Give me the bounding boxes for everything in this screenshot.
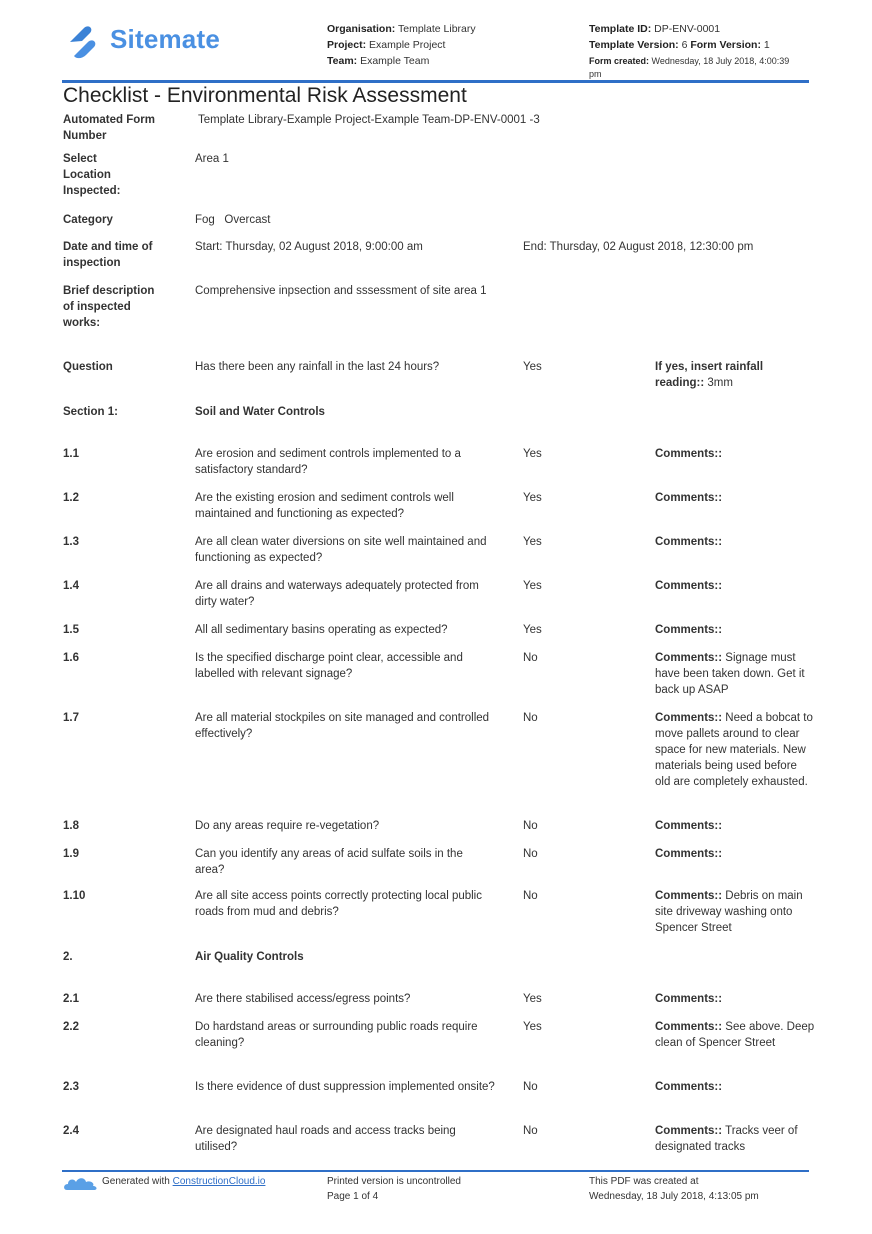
item-question: Are the existing erosion and sediment controls well maintained and functioning as expected? bbox=[195, 492, 454, 520]
comments-label: Comments:: bbox=[655, 890, 723, 902]
item-comments bbox=[655, 991, 815, 1007]
item-number: 1.6 bbox=[63, 652, 79, 664]
item-question: Do any areas require re-vegetation? bbox=[195, 820, 380, 832]
item-number: 1.5 bbox=[63, 624, 79, 636]
comments-label: Comments:: bbox=[655, 1021, 723, 1033]
constructioncloud-link[interactable]: ConstructionCloud.io bbox=[172, 1176, 266, 1187]
item-question: Are erosion and sediment controls implemented to a satisfactory standard? bbox=[195, 448, 461, 476]
item-comments bbox=[655, 446, 815, 462]
item-number: 2.2 bbox=[63, 1021, 79, 1033]
item-comments bbox=[655, 1019, 815, 1051]
comments-label: Comments:: bbox=[655, 492, 723, 504]
comments-label: Comments:: bbox=[655, 848, 723, 860]
item-question: Are all drains and waterways adequately protected from dirty water? bbox=[195, 580, 479, 608]
item-answer: Yes bbox=[523, 448, 542, 460]
comments-label: Comments:: bbox=[655, 993, 723, 1005]
item-answer: No bbox=[523, 890, 538, 902]
comment-text: Need a bobcat to move pallets around to clear space for new materials. New materials being used before old are completely exhausted. bbox=[655, 712, 813, 788]
item-answer: No bbox=[523, 820, 538, 832]
item-number: 1.9 bbox=[63, 848, 79, 860]
cloud-icon bbox=[63, 1174, 99, 1192]
item-comments bbox=[655, 888, 815, 936]
comments-label: Comments:: bbox=[655, 1081, 723, 1093]
comments-label: Comments:: bbox=[655, 448, 723, 460]
item-number: 2.3 bbox=[63, 1081, 79, 1093]
item-number: 1.7 bbox=[63, 712, 79, 724]
item-answer: No bbox=[523, 652, 538, 664]
page-title: Checklist - Environmental Risk Assessment bbox=[63, 84, 467, 107]
item-comments bbox=[655, 534, 815, 550]
item-answer: Yes bbox=[523, 492, 542, 504]
comments-label: Comments:: bbox=[655, 652, 723, 664]
comments-label: Comments:: bbox=[655, 624, 723, 636]
item-answer: No bbox=[523, 712, 538, 724]
comments-label: Comments:: bbox=[655, 580, 723, 592]
item-number: 1.2 bbox=[63, 492, 79, 504]
comments-label: Comments:: bbox=[655, 1125, 723, 1137]
item-number: 1.4 bbox=[63, 580, 79, 592]
item-answer: Yes bbox=[523, 536, 542, 548]
item-question: Are all clean water diversions on site well maintained and functioning as expected? bbox=[195, 536, 487, 564]
item-number: 2.4 bbox=[63, 1125, 79, 1137]
item-answer: Yes bbox=[523, 624, 542, 636]
footer-generated: Generated with ConstructionCloud.io bbox=[102, 1176, 266, 1187]
footer-rule bbox=[62, 1170, 809, 1172]
item-answer: No bbox=[523, 1081, 538, 1093]
item-question: Are all material stockpiles on site managed and controlled effectively? bbox=[195, 712, 490, 740]
item-question: Do hardstand areas or surrounding public roads require cleaning? bbox=[195, 1021, 478, 1049]
item-comments bbox=[655, 818, 815, 834]
item-number: 1.3 bbox=[63, 536, 79, 548]
comments-label: Comments:: bbox=[655, 712, 723, 724]
item-comments bbox=[655, 1123, 815, 1155]
item-comments bbox=[655, 578, 815, 594]
item-comments bbox=[655, 622, 815, 638]
item-answer: No bbox=[523, 848, 538, 860]
item-number: 1.10 bbox=[63, 890, 86, 902]
footer-print-info: Printed version is uncontrolled Page 1 of 4 bbox=[327, 1176, 461, 1202]
comments-label: Comments:: bbox=[655, 536, 723, 548]
header-rule bbox=[62, 80, 809, 83]
sitemate-logo-icon bbox=[64, 22, 100, 62]
item-number: 1.1 bbox=[63, 448, 79, 460]
comment-text: Debris on main site driveway washing onto Spencer Street bbox=[655, 890, 803, 934]
comments-label: Comments:: bbox=[655, 820, 723, 832]
comment-text: Tracks veer of designated tracks bbox=[655, 1125, 798, 1153]
item-question: All all sedimentary basins operating as expected? bbox=[195, 624, 448, 636]
comment-text: See above. Deep clean of Spencer Street bbox=[655, 1021, 815, 1049]
item-comments bbox=[655, 490, 815, 506]
item-number: 2.1 bbox=[63, 993, 79, 1005]
item-comments bbox=[655, 846, 815, 862]
item-question: Are all site access points correctly protecting local public roads from mud and debris? bbox=[195, 890, 482, 918]
item-answer: Yes bbox=[523, 993, 542, 1005]
item-comments bbox=[655, 650, 815, 698]
footer-pdf-info: This PDF was created at Wednesday, 18 July 2018, 4:13:05 pm bbox=[589, 1176, 759, 1202]
item-question: Is there evidence of dust suppression implemented onsite? bbox=[195, 1081, 495, 1093]
brand-name: Sitemate bbox=[110, 24, 220, 54]
comment-text: Signage must have been taken down. Get it back up ASAP bbox=[655, 652, 805, 696]
item-answer: No bbox=[523, 1125, 538, 1137]
item-question: Are there stabilised access/egress points? bbox=[195, 993, 411, 1005]
header-template-info: Template ID: DP-ENV-0001 Template Version: 6 Form Version: 1 Form created: Wednesday, 18 July 2018, 4:00:39 pm bbox=[589, 23, 790, 79]
item-answer: Yes bbox=[523, 1021, 542, 1033]
item-question: Can you identify any areas of acid sulfate soils in the area? bbox=[195, 848, 463, 876]
item-comments bbox=[655, 1079, 815, 1095]
item-number: 1.8 bbox=[63, 820, 79, 832]
item-question: Are designated haul roads and access tracks being utilised? bbox=[195, 1125, 456, 1153]
item-question: Is the specified discharge point clear, accessible and labelled with relevant signage? bbox=[195, 652, 463, 680]
header-meta: Organisation: Template Library Project: Example Project Team: Example Team bbox=[327, 23, 476, 67]
item-answer: Yes bbox=[523, 580, 542, 592]
item-comments bbox=[655, 710, 815, 790]
